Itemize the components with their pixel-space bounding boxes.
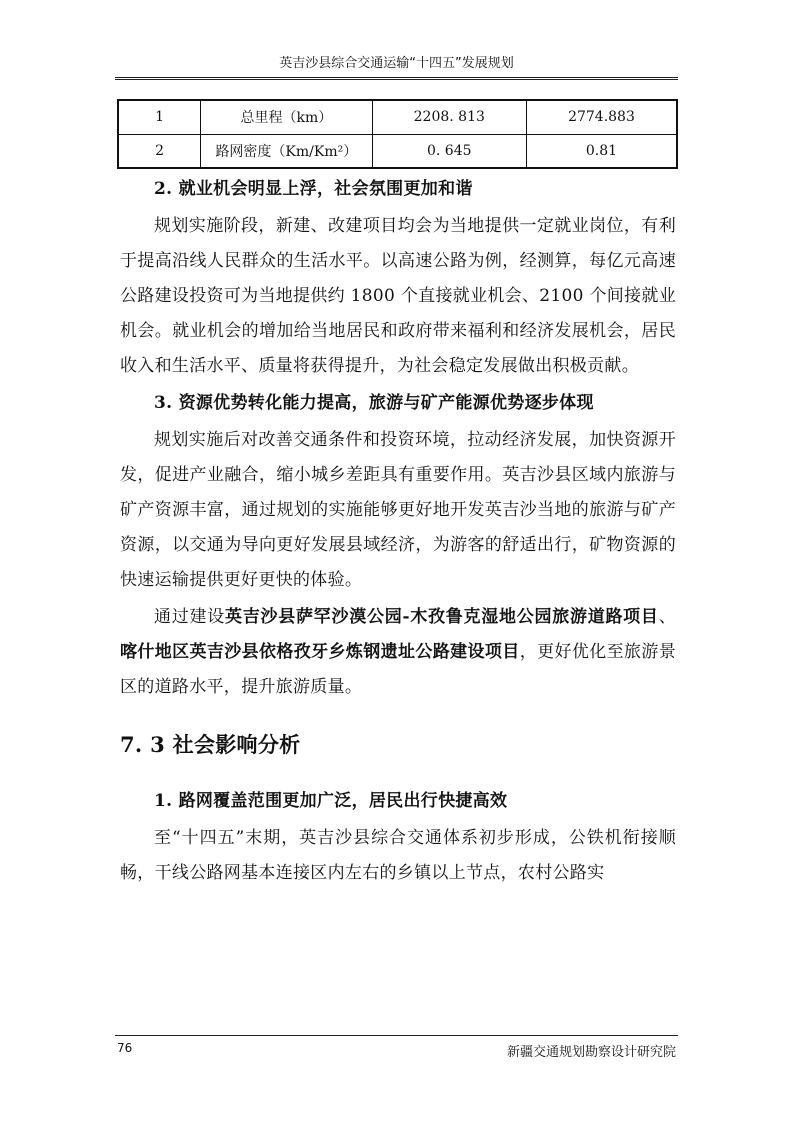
projects-separator: 、 xyxy=(658,607,676,627)
paragraph-employment: 规划实施阶段，新建、改建项目均会为当地提供一定就业岗位，有利于提高沿线人民群众的生活水平。以高速公路为例，经测算，每亿元高速公路建设投资可为当地提供约 1800 个直接就业机会、2100 个间接就业机会。就业机会的增加给当地居民和政府带来福利和经济发展机会，居民收入和生活水平、质量将获得提升，为社会稳定发展做出积极贡献。 xyxy=(120,216,676,376)
paragraph-projects xyxy=(120,600,676,705)
projects-intro: 通过建设 xyxy=(154,607,225,627)
row-value-target: 0.81 xyxy=(526,134,677,168)
section-title: 7. 3 社会影响分析 xyxy=(120,732,301,757)
paragraph-resources: 规划实施后对改善交通条件和投资环境，拉动经济发展，加快资源开发，促进产业融合，缩小城乡差距具有重要作用。英吉沙县区域内旅游与矿产资源丰富，通过规划的实施能够更好地开发英吉沙当地的旅游与矿产资源，以交通为导向更好发展县域经济，为游客的舒适出行，矿物资源的快速运输提供更好更快的体验。 xyxy=(120,430,676,590)
row-value-current: 2208. 813 xyxy=(372,100,526,134)
table-row xyxy=(118,100,677,134)
table-row xyxy=(118,134,677,168)
row-item: 总里程（km） xyxy=(201,100,373,134)
row-item: 路网密度（Km/Km²） xyxy=(201,134,373,168)
project-name-steel-relic-road: 喀什地区英吉沙县依格孜牙乡炼钢遗址公路建设项目 xyxy=(120,642,520,662)
project-name-desert-park-road: 英吉沙县萨罕沙漠公园-木孜鲁克湿地公园旅游道路项目 xyxy=(224,607,659,627)
row-number: 1 xyxy=(118,100,201,134)
row-value-target: 2774.883 xyxy=(526,100,677,134)
footer-rule xyxy=(115,1035,678,1036)
institute-name: 新疆交通规划勘察设计研究院 xyxy=(506,1045,676,1060)
paragraph-network: 至“十四五”末期，英吉沙县综合交通体系初步形成，公铁机衔接顺畅，干线公路网基本连接区内左右的乡镇以上节点，农村公路实 xyxy=(120,828,676,883)
row-number: 2 xyxy=(118,134,201,168)
heading-network: 1. 路网覆盖范围更加广泛，居民出行快捷高效 xyxy=(154,791,508,811)
header-rule xyxy=(115,77,678,78)
running-header: 英吉沙县综合交通运输“十四五”发展规划 xyxy=(115,52,678,80)
row-value-current: 0. 645 xyxy=(372,134,526,168)
stats-table xyxy=(117,99,678,169)
page-number: 76 xyxy=(117,1041,133,1055)
page-body xyxy=(120,172,676,891)
heading-employment: 2. 就业机会明显上浮，社会氛围更加和谐 xyxy=(154,179,473,199)
projects-outro: ，更好优化至旅游景区的道路水平，提升旅游质量。 xyxy=(120,642,677,697)
heading-resources: 3. 资源优势转化能力提高，旅游与矿产能源优势逐步体现 xyxy=(154,393,594,413)
